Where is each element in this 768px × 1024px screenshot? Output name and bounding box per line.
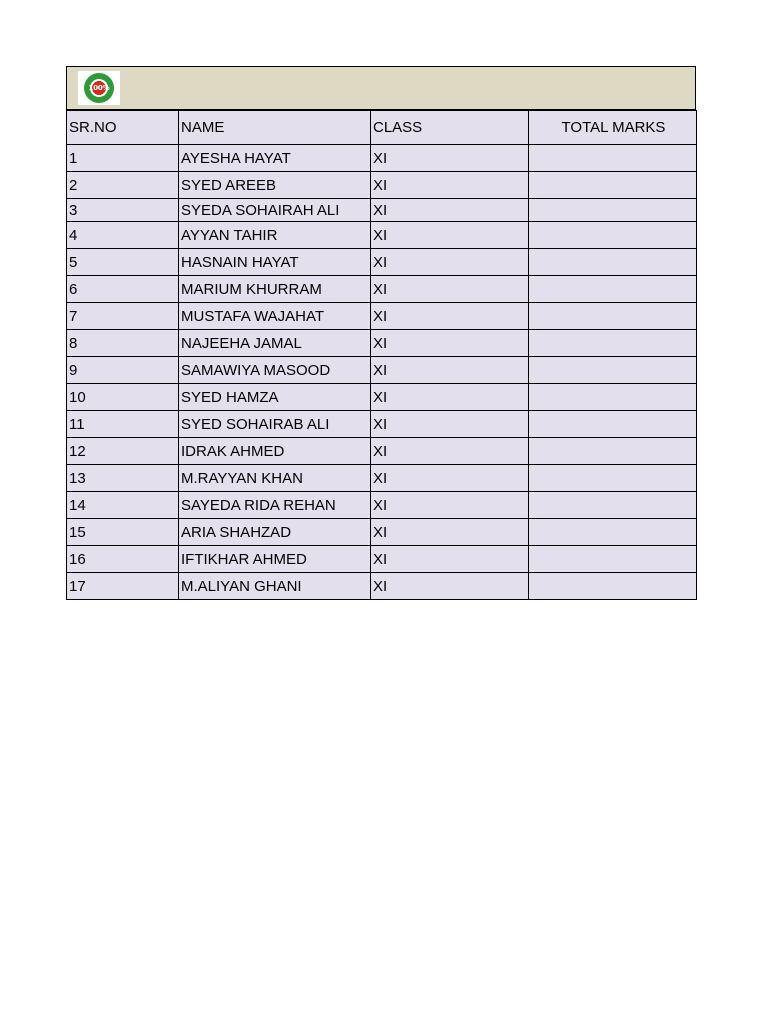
cell-total-marks[interactable] (529, 276, 697, 303)
table-row (67, 172, 697, 199)
cell-sr-no: 17 (67, 573, 179, 600)
table-row (67, 465, 697, 492)
column-header-total-marks: TOTAL MARKS (529, 111, 697, 145)
cell-total-marks[interactable] (529, 519, 697, 546)
table-row (67, 384, 697, 411)
cell-class: XI (371, 519, 529, 546)
cell-total-marks[interactable] (529, 573, 697, 600)
cell-name: SYED HAMZA (179, 384, 371, 411)
table-row (67, 276, 697, 303)
cell-total-marks[interactable] (529, 546, 697, 573)
cell-total-marks[interactable] (529, 438, 697, 465)
cell-name: SYED SOHAIRAB ALI (179, 411, 371, 438)
cell-class: XI (371, 438, 529, 465)
cell-sr-no: 10 (67, 384, 179, 411)
cell-sr-no: 2 (67, 172, 179, 199)
cell-name: SYEDA SOHAIRAH ALI (179, 199, 371, 222)
cell-name: M.ALIYAN GHANI (179, 573, 371, 600)
sheet-banner (66, 66, 696, 110)
cell-class: XI (371, 384, 529, 411)
table-row (67, 199, 697, 222)
cell-name: MUSTAFA WAJAHAT (179, 303, 371, 330)
cell-total-marks[interactable] (529, 172, 697, 199)
cell-class: XI (371, 276, 529, 303)
table-row (67, 573, 697, 600)
cell-total-marks[interactable] (529, 465, 697, 492)
cell-class: XI (371, 249, 529, 276)
cell-total-marks[interactable] (529, 145, 697, 172)
cell-class: XI (371, 411, 529, 438)
cell-class: XI (371, 546, 529, 573)
cell-sr-no: 7 (67, 303, 179, 330)
cell-total-marks[interactable] (529, 303, 697, 330)
cell-name: AYYAN TAHIR (179, 222, 371, 249)
cell-class: XI (371, 573, 529, 600)
cell-name: ARIA SHAHZAD (179, 519, 371, 546)
cell-sr-no: 8 (67, 330, 179, 357)
cell-name: NAJEEHA JAMAL (179, 330, 371, 357)
table-row (67, 222, 697, 249)
cell-sr-no: 13 (67, 465, 179, 492)
cell-total-marks[interactable] (529, 411, 697, 438)
cell-total-marks[interactable] (529, 199, 697, 222)
cell-name: IDRAK AHMED (179, 438, 371, 465)
cell-class: XI (371, 465, 529, 492)
cell-sr-no: 4 (67, 222, 179, 249)
table-row (67, 546, 697, 573)
table-row (67, 357, 697, 384)
table-header-row (67, 111, 697, 145)
table-row (67, 492, 697, 519)
cell-class: XI (371, 492, 529, 519)
cell-sr-no: 11 (67, 411, 179, 438)
cell-sr-no: 1 (67, 145, 179, 172)
cell-class: XI (371, 199, 529, 222)
cell-class: XI (371, 303, 529, 330)
cell-name: SAYEDA RIDA REHAN (179, 492, 371, 519)
cell-name: MARIUM KHURRAM (179, 276, 371, 303)
school-logo (78, 71, 120, 105)
table-row (67, 411, 697, 438)
cell-total-marks[interactable] (529, 249, 697, 276)
table-row (67, 145, 697, 172)
cell-class: XI (371, 330, 529, 357)
cell-name: IFTIKHAR AHMED (179, 546, 371, 573)
cell-total-marks[interactable] (529, 357, 697, 384)
student-table (66, 110, 697, 600)
cell-name: AYESHA HAYAT (179, 145, 371, 172)
table-row (67, 303, 697, 330)
cell-name: SAMAWIYA MASOOD (179, 357, 371, 384)
school-seal-icon: 100% (84, 73, 114, 103)
cell-sr-no: 16 (67, 546, 179, 573)
cell-total-marks[interactable] (529, 492, 697, 519)
cell-name: HASNAIN HAYAT (179, 249, 371, 276)
cell-sr-no: 15 (67, 519, 179, 546)
cell-sr-no: 3 (67, 199, 179, 222)
cell-name: M.RAYYAN KHAN (179, 465, 371, 492)
column-header-name: NAME (179, 111, 371, 145)
cell-total-marks[interactable] (529, 330, 697, 357)
marks-sheet (66, 66, 696, 600)
column-header-class: CLASS (371, 111, 529, 145)
table-row (67, 330, 697, 357)
cell-class: XI (371, 357, 529, 384)
cell-sr-no: 6 (67, 276, 179, 303)
cell-sr-no: 5 (67, 249, 179, 276)
cell-class: XI (371, 145, 529, 172)
cell-class: XI (371, 222, 529, 249)
cell-class: XI (371, 172, 529, 199)
table-row (67, 438, 697, 465)
cell-total-marks[interactable] (529, 384, 697, 411)
cell-sr-no: 9 (67, 357, 179, 384)
cell-total-marks[interactable] (529, 222, 697, 249)
cell-name: SYED AREEB (179, 172, 371, 199)
cell-sr-no: 12 (67, 438, 179, 465)
cell-sr-no: 14 (67, 492, 179, 519)
column-header-sr-no: SR.NO (67, 111, 179, 145)
table-row (67, 519, 697, 546)
table-row (67, 249, 697, 276)
